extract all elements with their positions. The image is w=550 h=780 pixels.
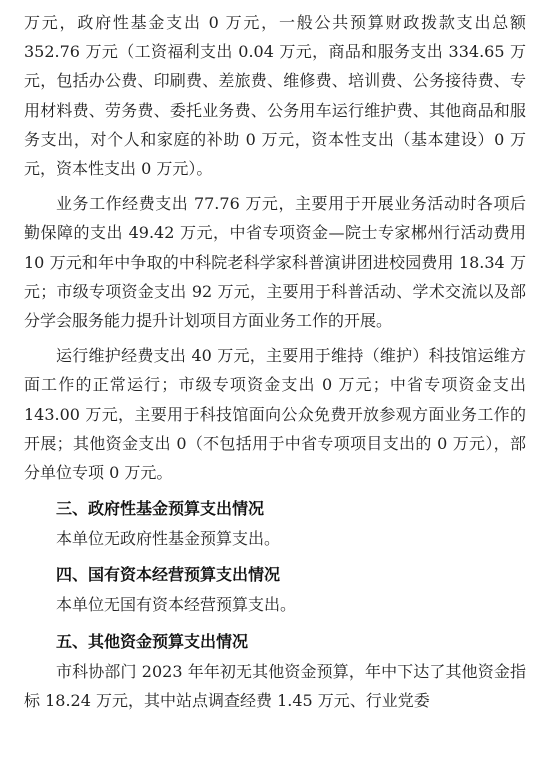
other-funds-heading: 五、其他资金预算支出情况 [56, 631, 249, 651]
operation-maintenance-funds-paragraph: 运行维护经费支出 40 万元，主要用于维持（维护）科技馆运维方面工作的正常运行；市级专项资金支出 0 万元；中省专项资金支出 143.00 万元，主要用于科技馆面向公众免费开放参观方面业务工作的开展；其他资金支出 0（不包括用于中省专项项目支出的 0 万元），部分单位专项 0 万元。 [24, 346, 526, 483]
government-fund-text: 本单位无政府性基金预算支出。 [56, 529, 281, 549]
state-capital-text: 本单位无国有资本经营预算支出。 [56, 595, 297, 615]
business-work-funds-paragraph: 业务工作经费支出 77.76 万元，主要用于开展业务活动时各项后勤保障的支出 49.42 万元，中省专项资金—院士专家郴州行活动费用 10 万元和年中争取的中科院老科学家科普演讲团进校园费用 18.34 万元；市级专项资金支出 92 万元，主要用于科普活动、学术交流以及部分学会服务能力提升计划项目方面业务工作的开展。 [24, 194, 526, 331]
other-funds-text: 市科协部门 2023 年年初无其他资金预算，年中下达了其他资金指标 18.24 万元，其中站点调查经费 1.45 万元、行业党委 [24, 661, 526, 710]
government-fund-heading: 三、政府性基金预算支出情况 [56, 499, 265, 519]
expenditure-summary-paragraph: 万元，政府性基金支出 0 万元，一般公共预算财政拨款支出总额 352.76 万元（工资福利支出 0.04 万元，商品和服务支出 334.65 万元，包括办公费、印刷费、差旅费、维修费、培训费、公务接待费、专用材料费、劳务费、委托业务费、公务用车运行维护费、其他商品和服务支出，对个人和家庭的补助 0 万元，资本性支出（基本建设）0 万元，资本性支出 0 万元）。 [24, 13, 526, 179]
state-capital-heading: 四、国有资本经营预算支出情况 [56, 565, 281, 585]
